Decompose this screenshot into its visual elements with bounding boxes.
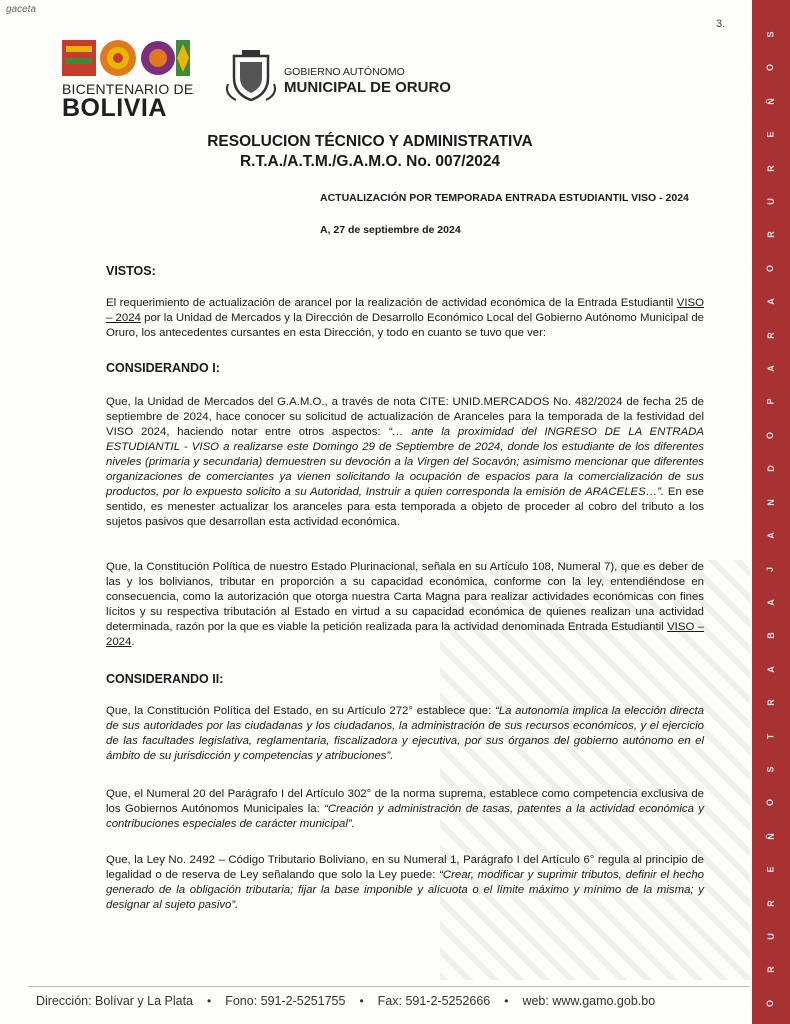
strip-letter: O (765, 264, 776, 272)
document-subtitle: ACTUALIZACIÓN POR TEMPORADA ENTRADA ESTUDIANTIL VISO - 2024 (320, 192, 689, 204)
considerando-2-paragraph-2: Que, el Numeral 20 del Parágrafo I del Artículo 302° de la norma suprema, establece como competencia exclusiva de los Gobiernos Autónomos Municipales la: “Creación y administración de tasas, patentes a la actividad económica y contribuciones especiales de carácter municipal”. (106, 788, 705, 830)
footer-web-link[interactable]: web: www.gamo.gob.bo (522, 994, 656, 1008)
strip-letter: A (765, 599, 776, 606)
footer-address: Dirección: Bolívar y La Plata (36, 994, 194, 1008)
strip-letter: R (765, 699, 776, 706)
considerando-1-paragraph-1: Que, la Unidad de Mercados del G.A.M.O., a través de nota CITE: UNID.MERCADOS No. 482/2024 de fecha 25 de septiembre de 2024, hace conocer su solicitud de actualización de Aranceles para la temporada de la festividad del VISO 2024, haciendo notar entre otros aspectos: “… ante la proximidad del INGRESO DE LA ENTRADA ESTUDIANTIL - VISO a realizarse este Domingo 29 de Septiembre de 2024, donde los estudiante de los diferentes niveles (primaria y secundaria) demuestren su devoción a la Virgen del Socavón; asimismo mencionar que diferentes organizaciones de comerciantes ya vienen solicitando la ocupación de espacios para la comercialización de sus productos, por lo expuesto solicito a su Autoridad, Instruir a quien corresponda la emisión de ARACELES…”. En ese sentido, es menester actualizar los aranceles para esta temporada a objeto de proceder al cobro del tributo a los sujetos pasivos que desarrollan esta actividad económica. (106, 396, 704, 528)
strip-letter: O (765, 799, 776, 807)
coat-of-arms-icon (222, 48, 280, 106)
bicentenario-title: BOLIVIA (62, 94, 167, 122)
bicentenario-logo (62, 36, 190, 80)
place-date: A, 27 de septiembre de 2024 (320, 224, 461, 236)
strip-letter: A (765, 365, 776, 372)
footer-fax: Fax: 591-2-5252666 (377, 994, 491, 1008)
strip-letter: P (765, 398, 776, 405)
bicentenario-label: BICENTENARIO DE (62, 81, 194, 97)
strip-letter: S (765, 31, 776, 38)
footer-separator: • (359, 994, 364, 1008)
document-number: R.T.A./A.T.M./G.A.M.O. No. 007/2024 (239, 153, 501, 170)
strip-letter: A (765, 298, 776, 305)
strip-letter: Ñ (765, 833, 776, 840)
strip-letter: R (765, 331, 776, 339)
strip-letter: A (765, 665, 776, 673)
strip-letter: E (765, 866, 776, 873)
strip-letter: R (765, 899, 776, 907)
strip-letter: E (765, 131, 776, 138)
strip-letter: T (765, 733, 776, 739)
strip-letter: O (765, 431, 776, 439)
strip-letter: J (765, 566, 776, 572)
considerando-1-paragraph-2: Que, la Constitución Política de nuestro Estado Plurinacional, señala en su Artículo 108, Numeral 7), que es deber de las y los bolivianos, tributar en proporción a su capacidad económica, conforme con la ley, entendiéndose en consecuencia, como la autorización que otorga nuestra Carta Magna para realizar actividades económicas con fines lícitos y su respectiva tributación al Estado en virtud a su capacidad económica de quienes realizan una actividad determinada, razón por la que es viable la petición realizada para la actividad denominada Entrada Estudiantil VISO – 2024. (106, 561, 704, 648)
strip-letter: R (765, 231, 776, 239)
strip-letter: U (765, 933, 776, 940)
gamo-shield-logo (222, 48, 280, 106)
strip-letter: R (765, 164, 776, 172)
strip-letter: O (765, 999, 776, 1007)
footer-separator: • (207, 994, 212, 1008)
footer-separator: • (504, 994, 509, 1008)
footer (36, 994, 746, 1008)
strip-letter: O (765, 64, 776, 72)
strip-letter: Ñ (765, 98, 776, 105)
strip-letter: N (765, 498, 776, 506)
page-number: 3. (716, 18, 726, 30)
footer-phone: Fono: 591-2-5251755 (225, 994, 346, 1008)
strip-letter: S (765, 766, 776, 773)
strip-letter: U (765, 198, 776, 205)
footer-divider (28, 986, 750, 987)
strip-letter: R (765, 966, 776, 974)
bicentenario-emblem-icon (62, 36, 190, 80)
strip-letter: B (765, 632, 776, 640)
gamo-name-line2: MUNICIPAL DE ORURO (284, 79, 451, 96)
considerando-2-paragraph-1: Que, la Constitución Política del Estado, en su Artículo 272° establece que: “La autonomía implica la elección directa de sus autoridades por las ciudadanas y los ciudadanos, la administración de sus recursos económicos, y el ejercicio de las facultades legislativa, reglamentaria, fiscalizadora y ejecutiva, por sus órganos del gobierno autónomo en el ámbito de su jurisdicción y competencias y atribuciones”. (106, 705, 705, 762)
document-title: RESOLUCION TÉCNICO Y ADMINISTRATIVA (207, 133, 533, 150)
strip-letter: A (765, 532, 776, 539)
handwritten-note: gaceta (6, 4, 37, 15)
vistos-heading: VISTOS: (106, 264, 156, 278)
vistos-paragraph: El requerimiento de actualización de arancel por la realización de actividad económica de la Entrada Estudiantil VISO – 2024 por la Unidad de Mercados y la Dirección de Desarrollo Económico Local del Gobierno Autónomo Municipal de Oruro, los antecedentes cursantes en esta Dirección, y todo en cuanto se tuvo que ver: (106, 297, 704, 339)
considerando-2-heading: CONSIDERANDO II: (106, 672, 224, 686)
considerando-1-heading: CONSIDERANDO I: (106, 361, 220, 375)
strip-letter: D (765, 465, 776, 473)
considerando-2-paragraph-3: Que, la Ley No. 2492 – Código Tributario Boliviano, en su Numeral 1, Parágrafo I del Artículo 6° regula al principio de legalidad o de reserva de Ley señalando que solo la Ley puede: “Crear, modificar y suprimir tributos, definir el hecho generado de la obligación tributaria; fijar la base imponible y alícuota o el límite máximo y mínimo de la misma; y designar al sujeto pasivo”. (106, 854, 705, 911)
gamo-name-line1: GOBIERNO AUTÓNOMO (284, 66, 405, 78)
